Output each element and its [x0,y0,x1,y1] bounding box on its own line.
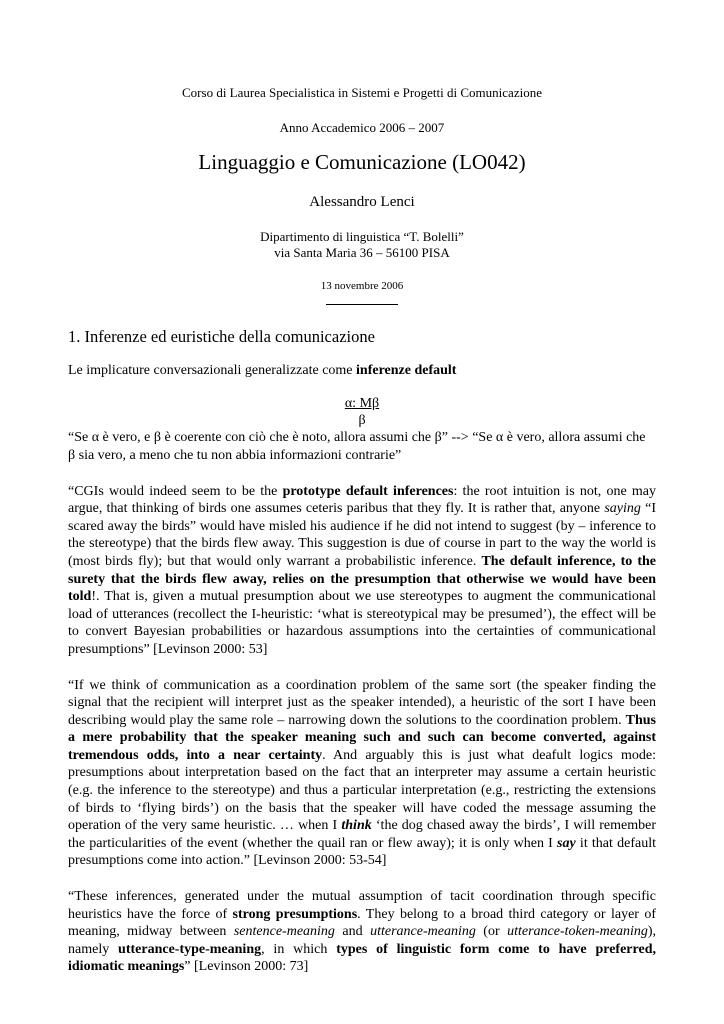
p4-bold-3: types of linguistic form come to have preferred, idiomatic meanings [68,941,656,975]
p2-bold-1: prototype default inferences [282,483,454,499]
department-line-2: via Santa Maria 36 – 56100 PISA [274,244,450,260]
p3-text-4: it that default presumptions come into action.” [Levinson 2000: 53-54] [68,835,656,869]
p2-bold-2: The default inference, to the surety that the birds flew away, relies on the presumption that otherwise we would have been told [68,553,656,605]
p4-text-3: and [334,924,371,940]
p4-text-2: . They belong to a broad third category or layer of meaning, midway between [68,906,656,940]
paragraph-2 [68,483,656,659]
p3-text-3: ‘the dog chased away the birds’, I will remember the particularities of the event (whether the quail ran or flew away); it is only when I [68,818,656,851]
academic-year: Anno Accademico 2006 – 2007 [279,119,445,135]
department-line-1: Dipartimento di linguistica “T. Bolelli” [260,228,464,244]
section-intro [68,362,656,380]
p2-italic-1: saying [604,501,641,517]
p4-italic-3: utterance-token-meaning [507,924,648,940]
paragraph-1: “Se α è vero, e β è coerente con ciò che è noto, allora assumi che β” --> “Se α è vero, allora assumi che β sia vero, a meno che tu non abbia informazioni contrarie” [68,430,646,463]
paragraph-3 [68,677,656,871]
p2-text-4: !. That is, given a mutual presumption about we use stereotypes to augment the communicational load of utterances (recollect the I-heuristic: ‘what is stereotypical may be presumed’), the effect will be to convert Bayesian probabilities or hazardous assumptions into the certainties of communicational presumptions” [Levinson 2000: 53] [68,589,656,657]
section-heading: 1. Inferenze ed euristiche della comunicazione [68,326,375,346]
title-divider [326,304,398,305]
p2-text-2: : the root intuition is not, one may argue, that thinking of birds one assumes ceteris paribus that they fly. It is rather that, anyone [68,483,656,517]
p3-bold-italic-1: think [341,818,372,834]
default-rule-formula [68,395,656,429]
p3-bold-1: Thus a mere probability that the speaker meaning such and such can become converted, against tremendous odds, into a near certainty [68,712,656,763]
p4-text-4: (or [475,924,508,940]
p4-text-6: , in which [261,941,337,957]
intro-text: Le implicature conversazionali generalizzate come [68,362,357,378]
p3-bold-italic-2: say [557,835,576,851]
p4-text-1: “These inferences, generated under the mutual assumption of tacit coordination through specific heuristics have the force of [68,889,656,922]
p4-italic-2: utterance-meaning [370,924,476,940]
p4-bold-1: strong presumptions [232,906,358,922]
formula-numerator: α: Mβ [344,396,380,412]
p4-text-7: ” [Levinson 2000: 73] [184,959,309,975]
department-address [68,229,656,261]
p4-italic-1: sentence-meaning [233,924,335,940]
document-title: Linguaggio e Comunicazione (LO042) [198,150,526,175]
p3-text-2: . And arguably this is just what deafult logics mode: presumptions about interpretation based on the fact that an interpreter may assume a certain heuristic (e.g. the inference to the stereotype) and thus a particular interpretation (e.g., restricting the extensions of birds to ‘flying birds’) on the basis that the speaker will have coded the message assuming the operation of the very same heuristic. … when I [68,747,657,834]
intro-bold: inferenze default [356,362,457,378]
document-date: 13 novembre 2006 [320,279,404,292]
p2-text-1: “CGIs would indeed seem to be the [68,483,283,499]
author-name: Alessandro Lenci [309,194,415,211]
p4-bold-2: utterance-type-meaning [118,941,262,957]
p2-text-3: “I scared away the birds” would have misled his audience if he did not intend to suggest (by – inference to the stereotype) that the birds flew away. This suggestion is due of course in part to the way the world is (most birds fly); but that would only warrant a probabilistic inference. [68,501,656,569]
paragraph-4 [68,888,656,976]
p4-text-5: ), namely [68,924,657,957]
p3-text-1: “If we think of communication as a coordination problem of the same sort (the speaker finding the signal that the recipient will interpret just as the speaker intended), a heuristic of the sort I have been describing would play the same role – narrowing down the solutions to the coordination problem. [68,677,656,728]
course-name: Corso di Laurea Specialistica in Sistemi e Progetti di Comunicazione [182,85,542,100]
formula-denominator: β [358,413,366,429]
